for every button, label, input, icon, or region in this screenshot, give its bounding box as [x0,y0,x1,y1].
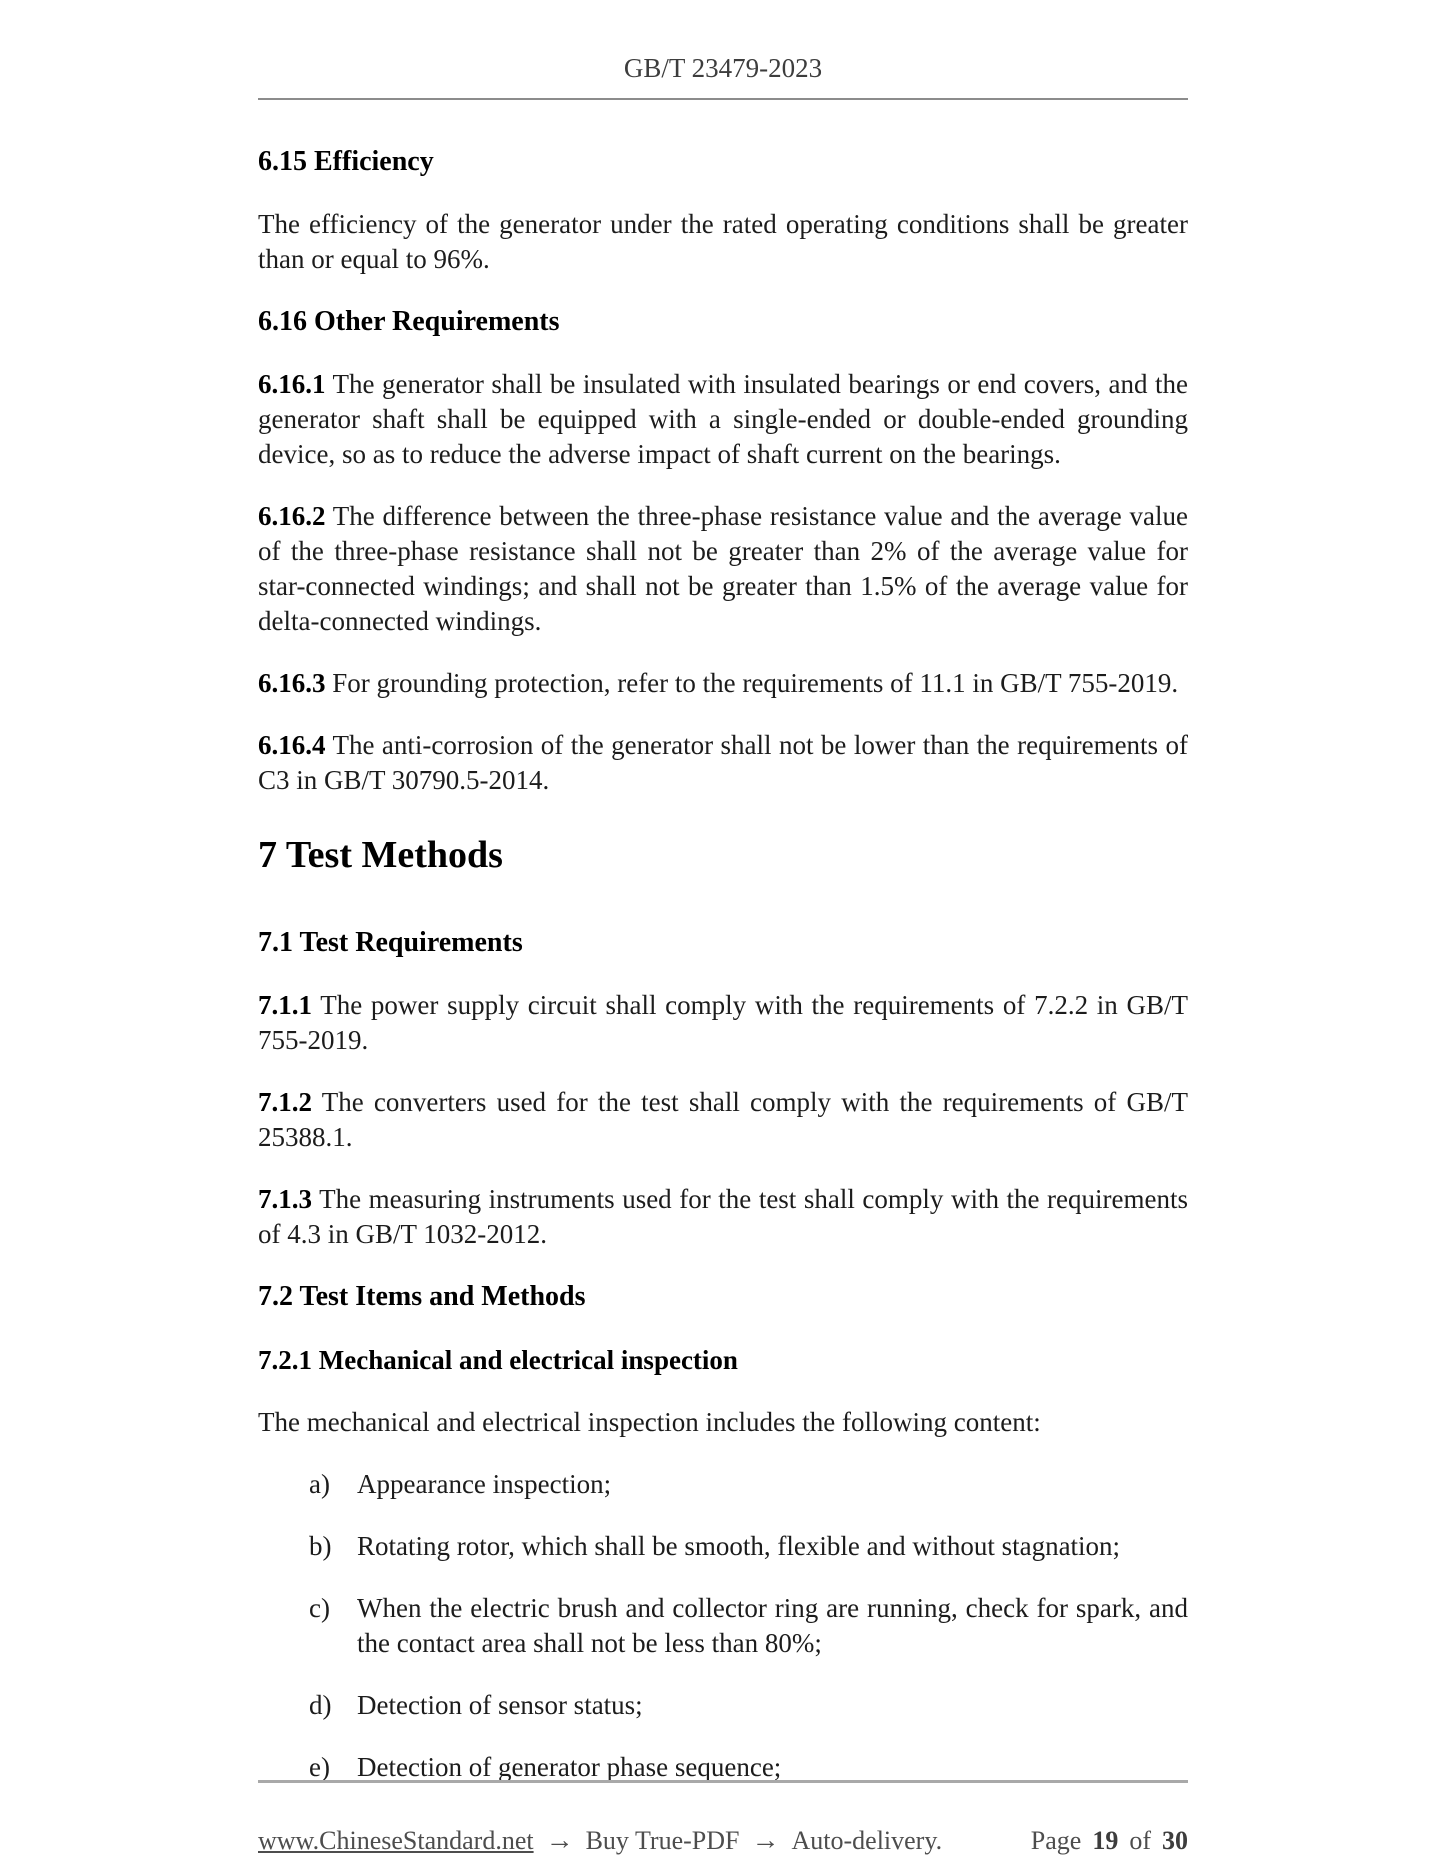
list-item-label: e) [309,1752,330,1782]
clause-number: 7.1.2 [258,1087,312,1117]
standard-number: GB/T 23479-2023 [623,53,823,83]
list-item-label: c) [309,1593,330,1623]
right-arrow-icon: → [545,1825,574,1856]
page-total: 30 [1162,1826,1188,1855]
list-item-label: d) [309,1690,332,1720]
page-footer [258,1780,1188,1858]
heading-7-test-methods: 7 Test Methods [258,834,503,876]
page-label: Page [1030,1826,1082,1855]
list-item-a [258,1467,1188,1502]
inspection-item-list [258,1467,1188,1785]
footer-buy-text: Buy True-PDF [585,1826,740,1855]
paragraph-6-16-2 [258,499,1188,639]
list-item-c [258,1591,1188,1661]
clause-number: 6.16.2 [258,501,326,531]
list-item-d [258,1688,1188,1723]
page-content [258,0,1188,1812]
paragraph-efficiency: The efficiency of the generator under the rated operating conditions shall be greater than or equal to 96%. [258,209,1188,274]
heading-6-16: 6.16 Other Requirements [258,306,560,337]
paragraph-7-1-3 [258,1182,1188,1252]
list-item-text: Detection of generator phase sequence; [357,1752,782,1782]
clause-number: 6.16.3 [258,668,326,698]
list-item-text: Rotating rotor, which shall be smooth, flexible and without stagnation; [357,1531,1121,1561]
heading-7-2-1: 7.2.1 Mechanical and electrical inspection [258,1345,738,1375]
list-item-text: When the electric brush and collector ring are running, check for spark, and the contact area shall not be less than 80%; [357,1593,1188,1658]
footer-source [258,1824,942,1858]
clause-text: For grounding protection, refer to the requirements of 11.1 in GB/T 755-2019. [332,668,1179,698]
paragraph-7-1-1 [258,988,1188,1058]
list-item-text: Appearance inspection; [357,1469,612,1499]
clause-text: The power supply circuit shall comply with the requirements of 7.2.2 in GB/T 755-2019. [258,990,1188,1055]
paragraph-6-16-1 [258,367,1188,472]
list-item-b [258,1529,1188,1564]
page-header [258,0,1188,86]
paragraph-7-1-2 [258,1085,1188,1155]
clause-number: 7.1.3 [258,1184,312,1214]
clause-number: 6.16.4 [258,730,326,760]
page-indicator [1031,1824,1188,1858]
clause-number: 6.16.1 [258,369,326,399]
list-item-label: a) [309,1469,330,1499]
footer-row [258,1824,1188,1858]
paragraph-inspection-intro: The mechanical and electrical inspection includes the following content: [258,1407,1041,1437]
footer-delivery-text: Auto-delivery. [791,1826,943,1855]
clause-text: The converters used for the test shall comply with the requirements of GB/T 25388.1. [258,1087,1189,1152]
clause-text: The difference between the three-phase resistance value and the average value of the three-phase resistance shall not be greater than 2% of the average value for star-connected windings; and shall not be greater than 1.5% of the average value for delta-connected windings. [258,501,1188,636]
heading-7-1: 7.1 Test Requirements [258,927,523,958]
paragraph-6-16-4 [258,728,1188,798]
heading-6-15: 6.15 Efficiency [258,146,434,177]
clause-text: The anti-corrosion of the generator shall not be lower than the requirements of C3 in GB/T 30790.5-2014. [258,730,1188,795]
list-item-text: Detection of sensor status; [357,1690,643,1720]
footer-divider [258,1780,1188,1783]
right-arrow-icon: → [751,1825,780,1856]
of-label: of [1129,1826,1151,1855]
paragraph-6-16-3 [258,666,1188,701]
header-divider [258,98,1188,100]
page-current: 19 [1092,1826,1119,1855]
chinesestandard-link[interactable]: www.ChineseStandard.net [258,1826,534,1855]
clause-number: 7.1.1 [258,990,312,1020]
heading-7-2: 7.2 Test Items and Methods [258,1281,586,1312]
list-item-label: b) [309,1531,332,1561]
clause-text: The generator shall be insulated with insulated bearings or end covers, and the generator shaft shall be equipped with a single-ended or double-ended grounding device, so as to reduce the adverse impact of shaft current on the bearings. [258,369,1188,469]
clause-text: The measuring instruments used for the test shall comply with the requirements of 4.3 in GB/T 1032-2012. [258,1184,1189,1249]
